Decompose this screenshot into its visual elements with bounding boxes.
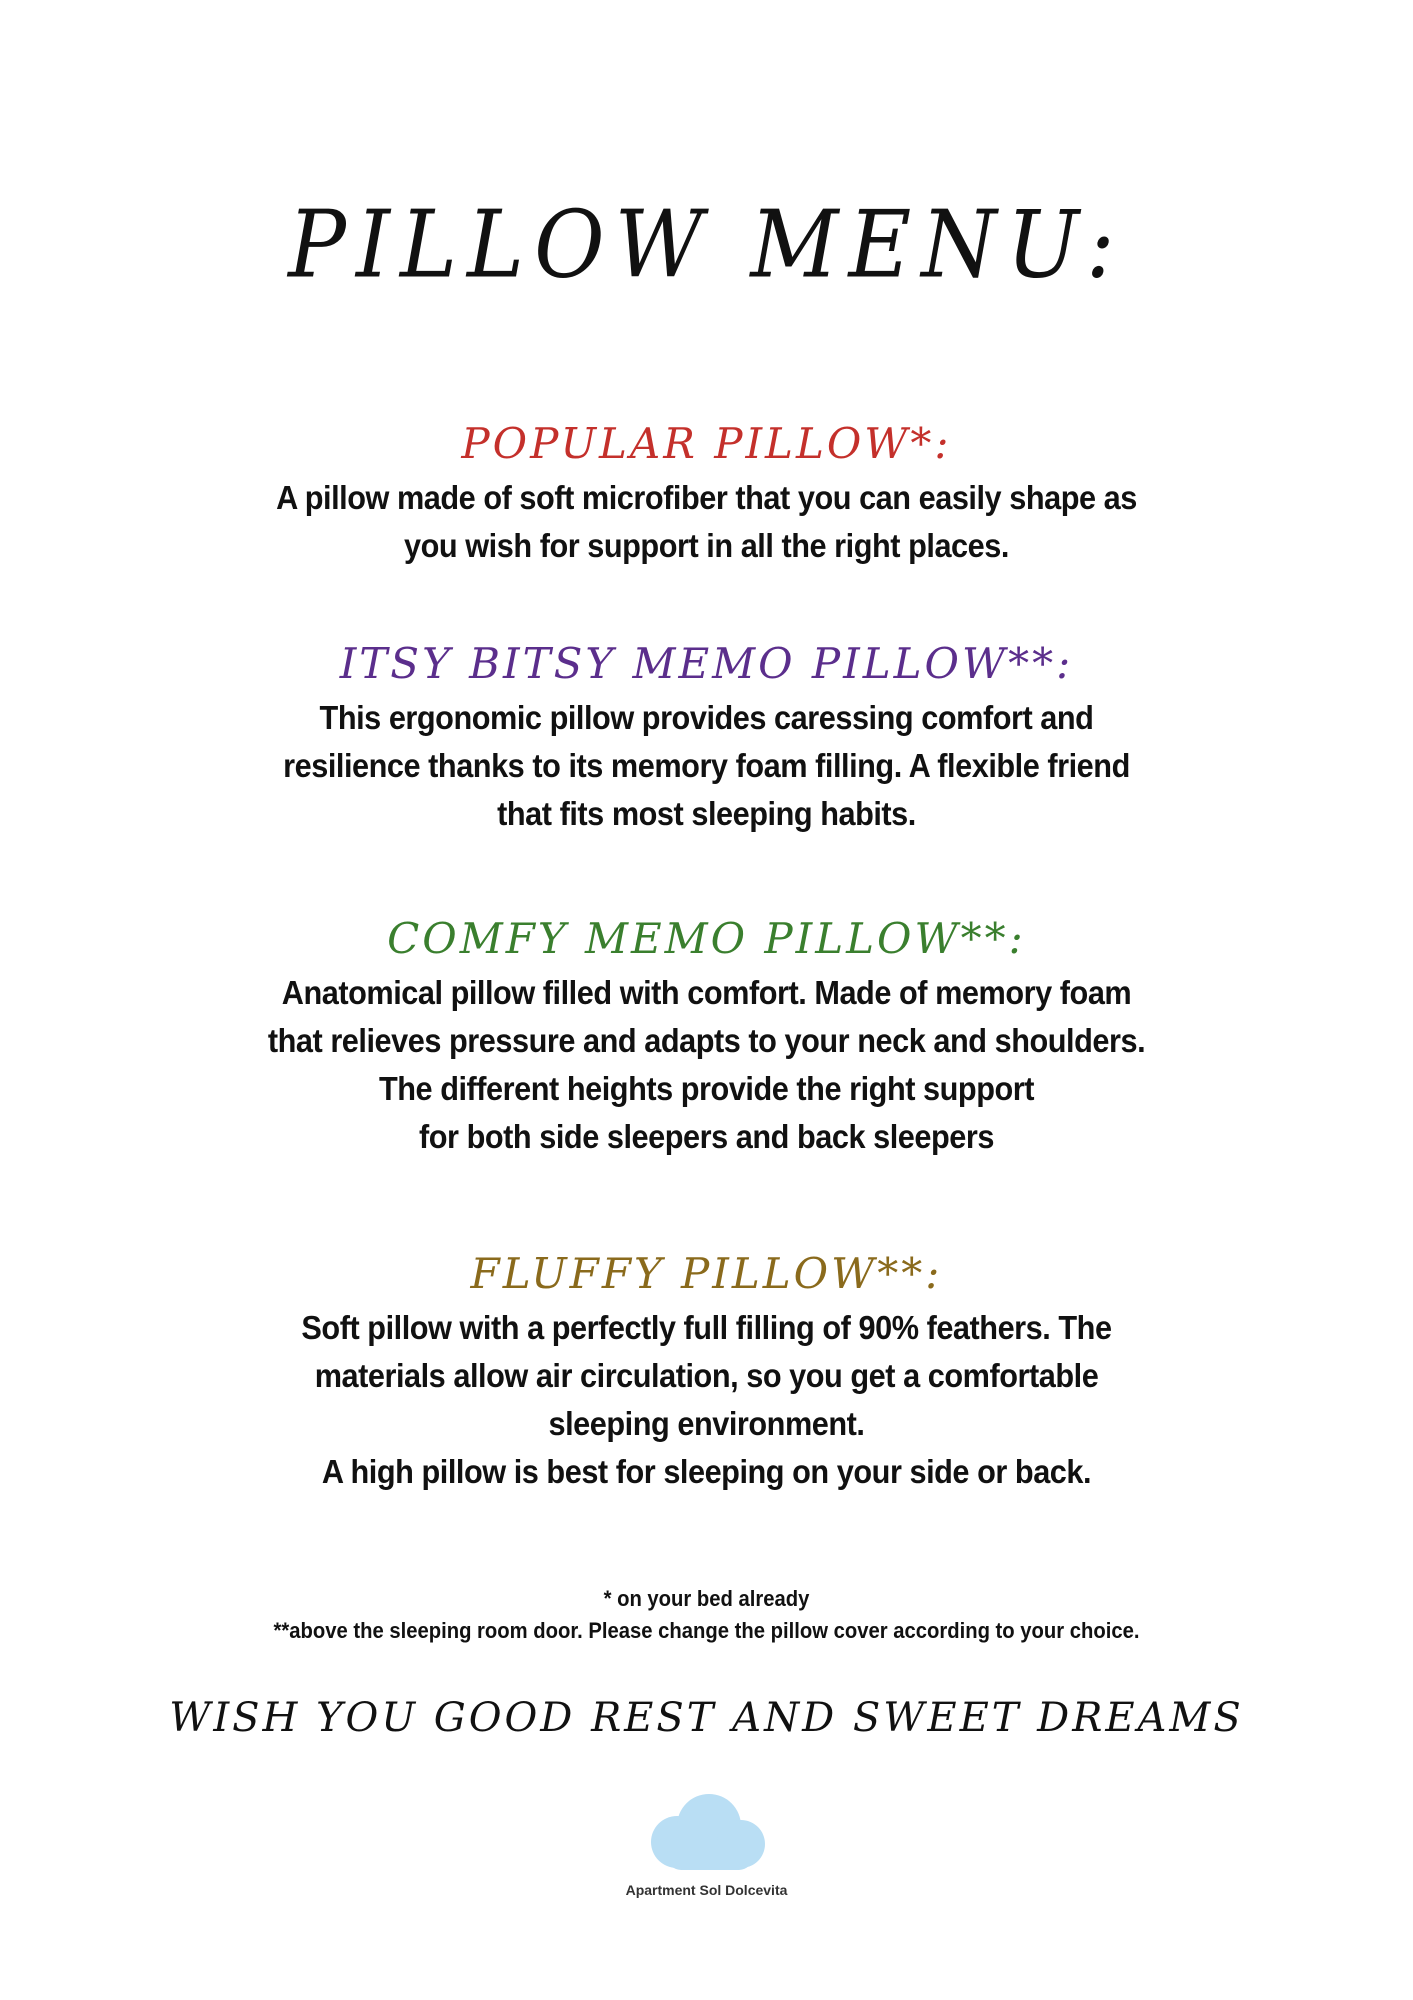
fluffy-pillow-line: sleeping environment. — [548, 1405, 865, 1443]
fluffy-pillow-line: materials allow air circulation, so you get a comfortable — [314, 1357, 1099, 1395]
itsy-bitsy-line: This ergonomic pillow provides caressing comfort and — [319, 699, 1094, 737]
cloud-icon — [637, 1790, 777, 1874]
footnote-single-star: * on your bed already — [603, 1586, 810, 1611]
fluffy-pillow-heading: FLUFFY PILLOW**: — [470, 1249, 943, 1298]
itsy-bitsy-line: that fits most sleeping habits. — [497, 795, 916, 833]
section-itsy-bitsy-memo-pillow — [200, 640, 1213, 838]
popular-pillow-line: you wish for support in all the right places. — [404, 527, 1009, 565]
comfy-memo-line: Anatomical pillow filled with comfort. Made of memory foam — [281, 974, 1132, 1012]
brand-logo — [0, 1790, 1413, 1898]
section-comfy-memo-pillow — [200, 915, 1213, 1161]
comfy-memo-line: for both side sleepers and back sleepers — [419, 1118, 994, 1156]
page-title: PILLOW MENU: — [288, 191, 1125, 299]
popular-pillow-line: A pillow made of soft microfiber that you can easily shape as — [276, 479, 1137, 517]
comfy-memo-heading: COMFY MEMO PILLOW**: — [387, 914, 1026, 963]
footnotes — [150, 1583, 1263, 1647]
popular-pillow-heading: POPULAR PILLOW*: — [461, 419, 952, 468]
section-fluffy-pillow — [200, 1250, 1213, 1496]
fluffy-pillow-line: Soft pillow with a perfectly full filling of 90% feathers. The — [301, 1309, 1112, 1347]
comfy-memo-line: that relieves pressure and adapts to your neck and shoulders. — [267, 1022, 1146, 1060]
brand-name: Apartment Sol Dolcevita — [625, 1882, 788, 1898]
itsy-bitsy-line: resilience thanks to its memory foam filling. A flexible friend — [283, 747, 1130, 785]
footnote-double-star: **above the sleeping room door. Please change the pillow cover according to your choice. — [273, 1618, 1140, 1643]
comfy-memo-line: The different heights provide the right support — [378, 1070, 1035, 1108]
fluffy-pillow-line: A high pillow is best for sleeping on your side or back. — [321, 1453, 1092, 1491]
section-popular-pillow — [200, 420, 1213, 570]
itsy-bitsy-heading: ITSY BITSY MEMO PILLOW**: — [339, 639, 1074, 688]
closing-message: WISH YOU GOOD REST AND SWEET DREAMS — [169, 1695, 1244, 1741]
